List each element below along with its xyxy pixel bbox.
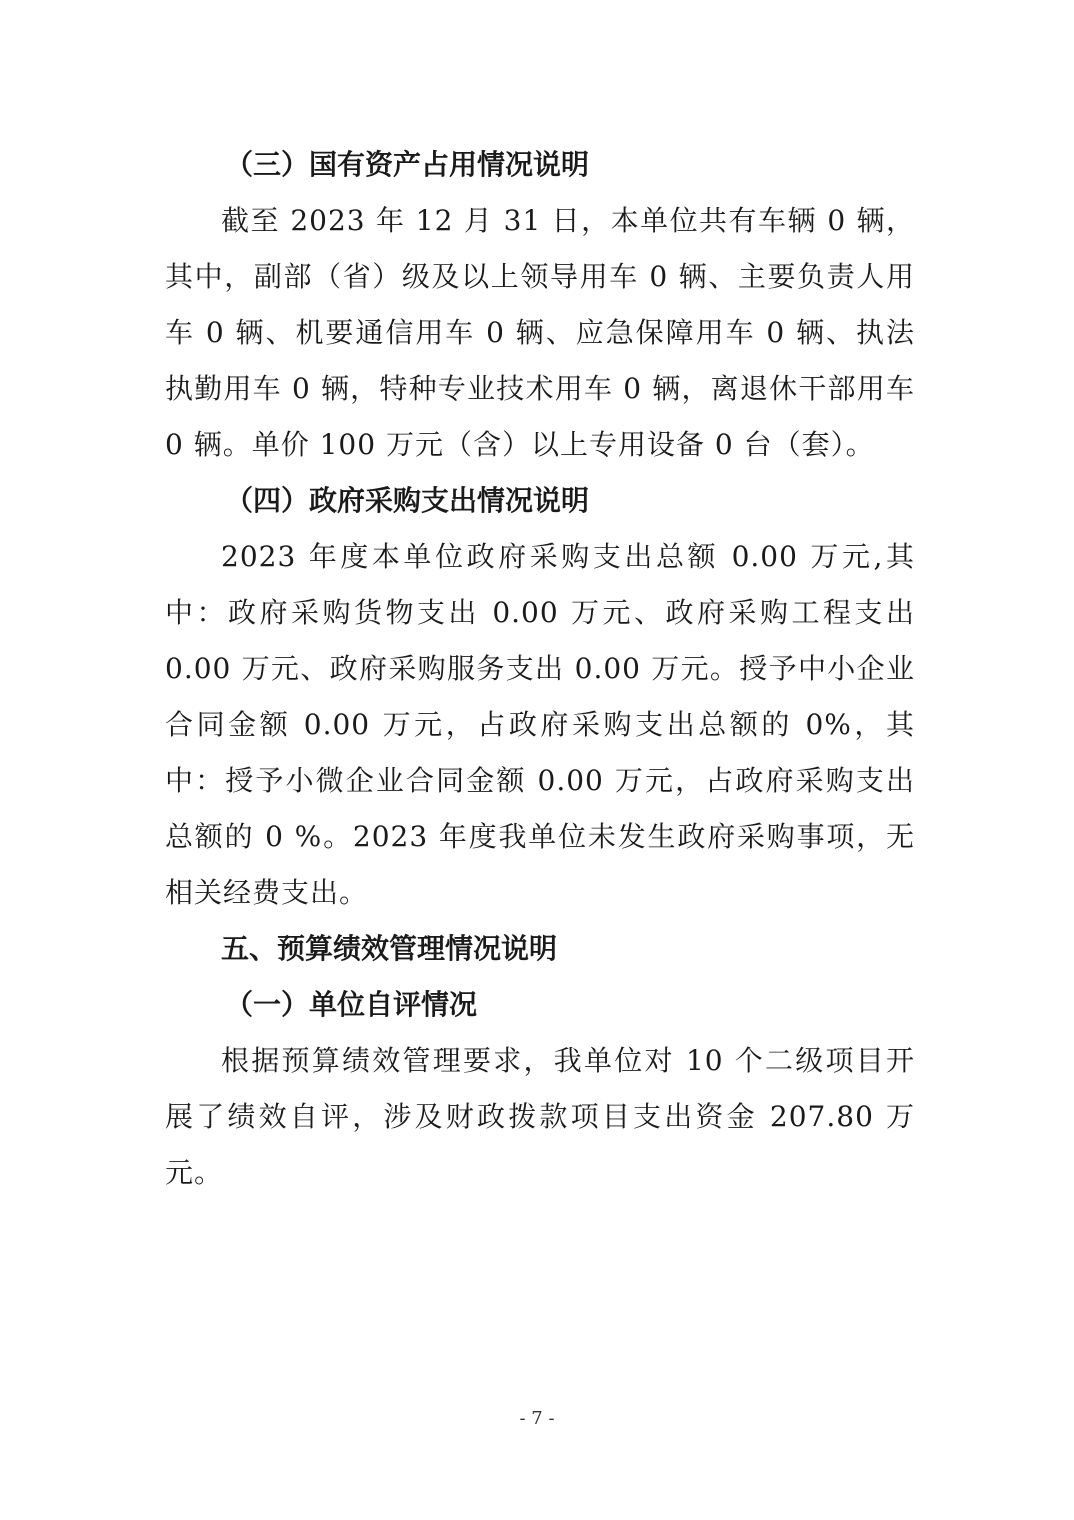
paragraph-procurement: 2023 年度本单位政府采购支出总额 0.00 万元,其中：政府采购货物支出 0.00 万元、政府采购工程支出 0.00 万元、政府采购服务支出 0.00 万元。授予中小企业合同金额 0.00 万元，占政府采购支出总额的 0%，其中：授予小微企业合同金额 0.00 万元，占政府采购支出总额的 0 %。2023 年度我单位未发生政府采购事项，无相关经费支出。: [165, 540, 915, 909]
page-number: - 7 -: [519, 1408, 555, 1429]
section-heading-assets: （三）国有资产占用情况说明: [225, 148, 590, 181]
section-heading-performance: 五、预算绩效管理情况说明: [221, 932, 558, 965]
document-body: [165, 137, 915, 1201]
section-heading-self-evaluation: （一）单位自评情况: [225, 988, 478, 1021]
section-heading-procurement: （四）政府采购支出情况说明: [225, 484, 590, 517]
paragraph-self-evaluation: 根据预算绩效管理要求，我单位对 10 个二级项目开展了绩效自评，涉及财政拨款项目支出资金 207.80 万元。: [165, 1044, 915, 1189]
paragraph-assets: 截至 2023 年 12 月 31 日，本单位共有车辆 0 辆，其中，副部（省）级及以上领导用车 0 辆、主要负责人用车 0 辆、机要通信用车 0 辆、应急保障用车 0 辆、执法执勤用车 0 辆，特种专业技术用车 0 辆，离退休干部用车 0 辆。单价 100 万元（含）以上专用设备 0 台（套）。: [165, 204, 915, 461]
